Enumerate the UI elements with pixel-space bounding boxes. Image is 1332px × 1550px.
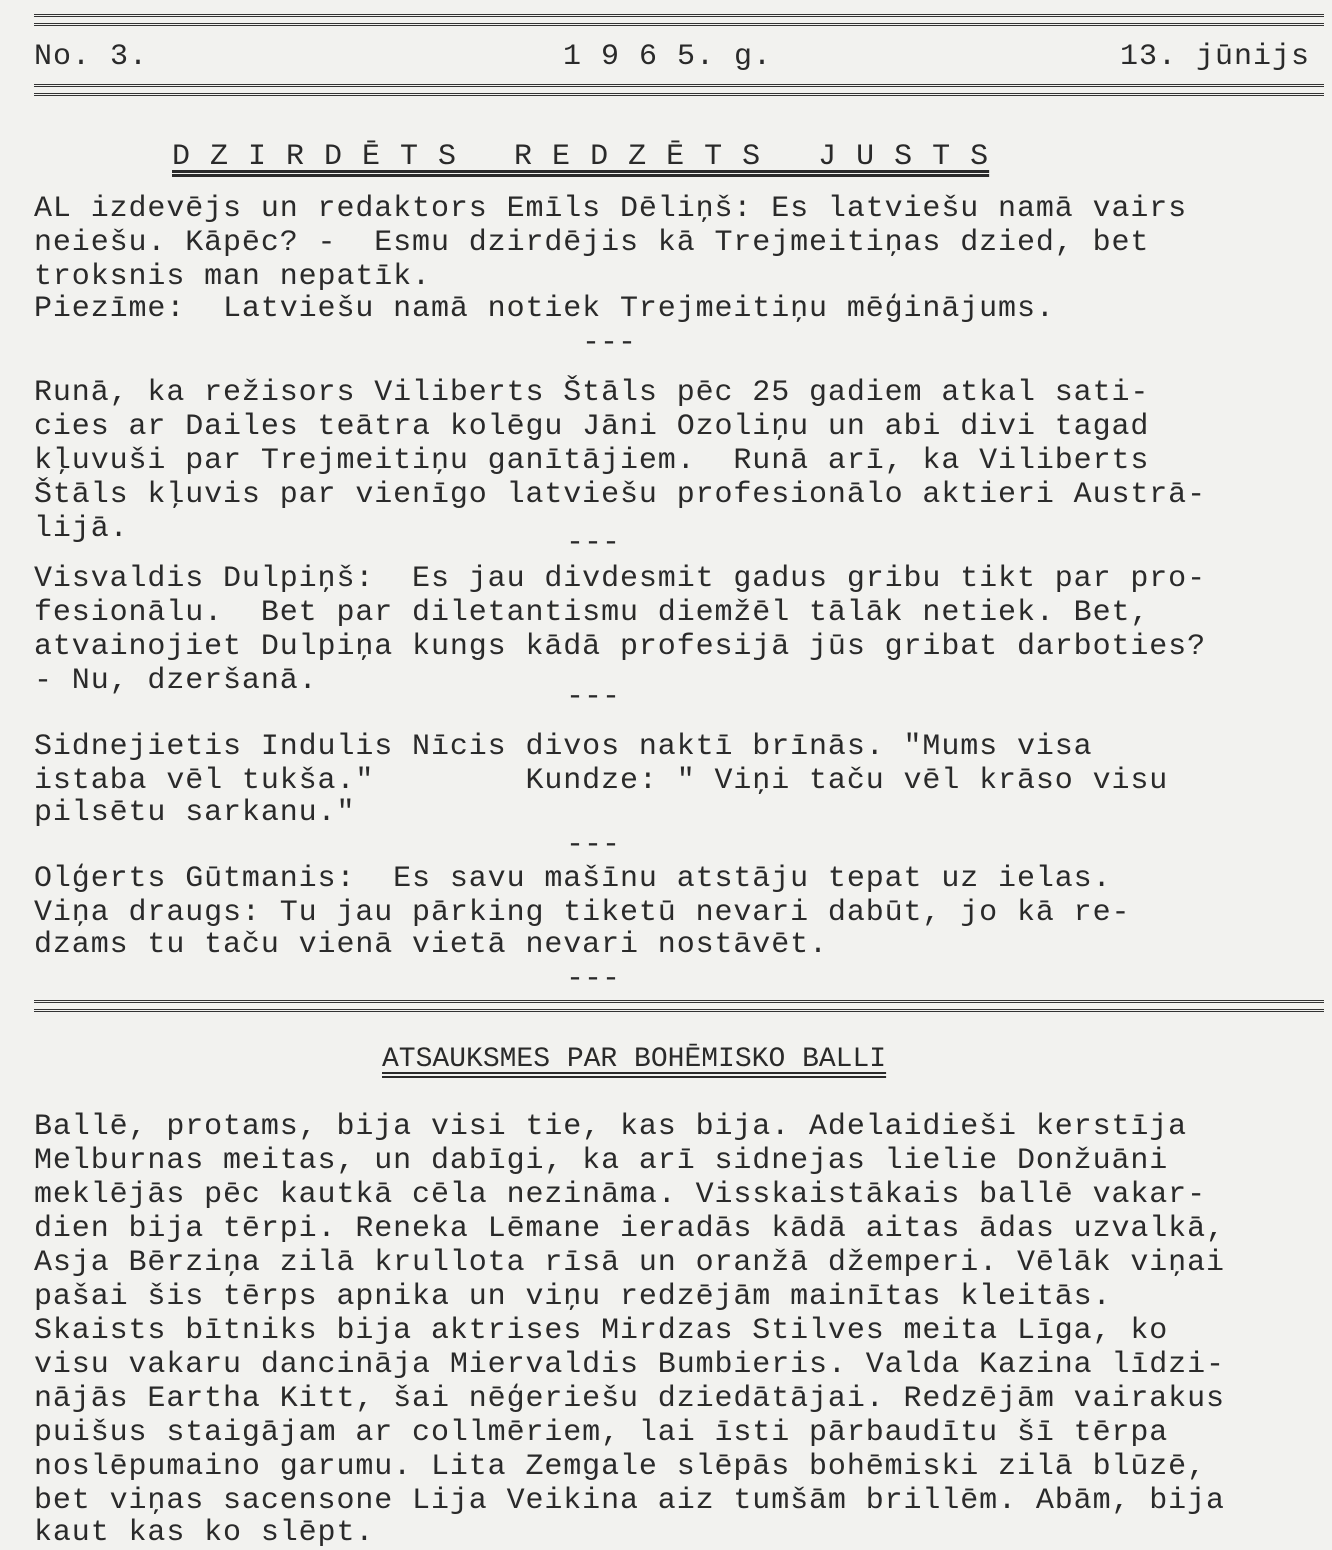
s1-line: troksnis man nepatīk. xyxy=(34,260,431,294)
s1-line: Olģerts Gūtmanis: Es savu mašīnu atstāju tepat uz ielas. xyxy=(34,862,1112,896)
s2-line: Skaists bītniks bija aktrises Mirdzas Stilves meita Līga, ko xyxy=(34,1314,1169,1348)
section-divider-rule xyxy=(34,1000,1324,1012)
s1-line: cies ar Dailes teātra kolēgu Jāni Ozoliņu un abi divi tagad xyxy=(34,410,1150,444)
s2-line: visu vakaru dancināja Miervaldis Bumbieris. Valda Kazina līdzi- xyxy=(34,1348,1225,1382)
section2-title: ATSAUKSMES PAR BOHĒMISKO BALLI xyxy=(382,1044,887,1075)
s2-line: kaut kas ko slēpt. xyxy=(34,1516,375,1550)
section1-title: D Z I R D Ē T S R E D Z Ē T S J U S T S xyxy=(172,140,990,174)
s1-line: AL izdevējs un redaktors Emīls Dēliņš: Es latviešu namā vairs xyxy=(34,192,1188,226)
s1-line: kļuvuši par Trejmeitiņu ganītājiem. Runā arī, ka Viliberts xyxy=(34,444,1150,478)
issue-date: 13. jūnijs xyxy=(1120,40,1311,74)
s2-line: noslēpumaino garumu. Lita Zemgale slēpās bohēmiski zilā blūzē, xyxy=(34,1450,1206,1484)
s1-line: Sidnejietis Indulis Nīcis divos naktī brīnās. "Mums visa xyxy=(34,730,1093,764)
s1-line: istaba vēl tukša." Kundze: " Viņi taču vēl krāso visu xyxy=(34,764,1169,798)
s1-line: Viņa draugs: Tu jau pārking tiketū nevari dabūt, jo kā re- xyxy=(34,896,1131,930)
s2-line: Ballē, protams, bija visi tie, kas bija. Adelaidieši kerstīja xyxy=(34,1110,1188,1144)
separator: --- xyxy=(566,828,621,862)
top-double-rule xyxy=(34,14,1324,26)
s2-line: puišus staigājam ar collmēriem, lai īsti pārbaudītu šī tērpa xyxy=(34,1416,1169,1450)
s1-line: atvainojiet Dulpiņa kungs kādā profesijā jūs gribat darboties? xyxy=(34,630,1206,664)
separator: --- xyxy=(566,962,621,996)
issue-number: No. 3. xyxy=(34,40,149,74)
s1-line: Visvaldis Dulpiņš: Es jau divdesmit gadus gribu tikt par pro- xyxy=(34,562,1206,596)
s1-line: Runā, ka režisors Viliberts Štāls pēc 25 gadiem atkal sati- xyxy=(34,376,1150,410)
s2-line: meklējās pēc kautkā cēla nezināma. Visskaistākais ballē vakar- xyxy=(34,1178,1206,1212)
s2-line: Melburnas meitas, un dabīgi, ka arī sidnejas lielie Donžuāni xyxy=(34,1144,1169,1178)
s2-line: bet viņas sacensone Lija Veikina aiz tumšām brillēm. Abām, bija xyxy=(34,1484,1225,1518)
header-double-rule xyxy=(34,84,1324,96)
separator: --- xyxy=(566,526,621,560)
s1-line: dzams tu taču vienā vietā nevari nostāvēt. xyxy=(34,928,828,962)
s2-line: pašai šis tērps apnika un viņu redzējām mainītas kleitās. xyxy=(34,1280,1112,1314)
s1-line: Piezīme: Latviešu namā notiek Trejmeitiņu mēģinājums. xyxy=(34,292,1055,326)
s1-line: neiešu. Kāpēc? - Esmu dzirdējis kā Trejmeitiņas dzied, bet xyxy=(34,226,1150,260)
s1-line: pilsētu sarkanu." xyxy=(34,796,356,830)
separator: --- xyxy=(582,326,637,360)
s1-line: fesionālu. Bet par diletantismu diemžēl tālāk netiek. Bet, xyxy=(34,596,1150,630)
s2-line: nājās Eartha Kitt, šai nēģeriešu dziedātājai. Redzējām vairakus xyxy=(34,1382,1225,1416)
s1-line: lijā. xyxy=(34,512,129,546)
s1-line: - Nu, dzeršanā. xyxy=(34,664,318,698)
s2-line: Asja Bērziņa zilā krullota rīsā un oranžā džemperi. Vēlāk viņai xyxy=(34,1246,1225,1280)
separator: --- xyxy=(566,680,621,714)
s2-line: dien bija tērpi. Reneka Lēmane ieradās kādā aitas ādas uzvalkā, xyxy=(34,1212,1225,1246)
s1-line: Štāls kļuvis par vienīgo latviešu profesionālo aktieri Austrā- xyxy=(34,478,1206,512)
issue-year: 1 9 6 5. g. xyxy=(563,40,773,74)
